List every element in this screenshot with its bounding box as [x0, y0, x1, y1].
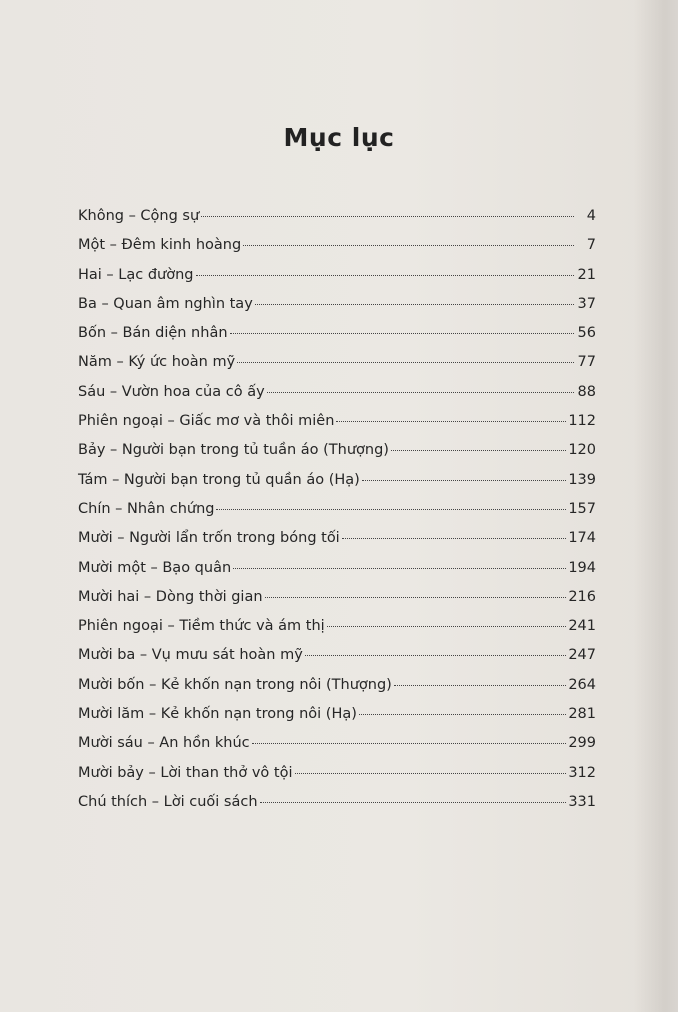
toc-entry	[78, 237, 596, 266]
toc-entry-page-number: 112	[568, 413, 596, 430]
dot-leader	[230, 333, 574, 334]
toc-entry	[78, 530, 596, 559]
dot-leader	[237, 362, 574, 363]
dot-leader	[196, 275, 575, 276]
dot-leader	[255, 304, 574, 305]
toc-entry-page-number: 21	[577, 266, 596, 283]
dot-leader	[394, 685, 566, 686]
toc-entry-label: Mười hai – Dòng thời gian	[78, 588, 263, 605]
toc-entry-page-number: 157	[568, 500, 596, 517]
toc-entry-page-number: 56	[577, 325, 596, 342]
toc-entry-label: Mười lăm – Kẻ khốn nạn trong nôi (Hạ)	[78, 706, 357, 723]
toc-entry-page-number: 241	[568, 618, 596, 635]
dot-leader	[260, 802, 567, 803]
toc-entry-page-number: 312	[568, 764, 596, 781]
dot-leader	[391, 450, 566, 451]
toc-entry-page-number: 4	[586, 208, 596, 224]
toc-entry-page-number: 174	[568, 530, 596, 547]
dot-leader	[233, 568, 566, 569]
toc-entry	[78, 325, 596, 354]
toc-entry-page-number: 299	[568, 735, 596, 752]
toc-entry-page-number: 216	[568, 588, 596, 605]
toc-entry-page-number: 331	[568, 793, 596, 810]
table-of-contents	[78, 208, 596, 823]
toc-entry-page-number: 77	[577, 354, 596, 371]
toc-entry	[78, 589, 596, 618]
dot-leader	[216, 509, 566, 510]
toc-entry	[78, 765, 596, 794]
dot-leader	[252, 743, 567, 744]
dot-leader	[362, 480, 567, 481]
toc-entry	[78, 354, 596, 383]
toc-entry-page-number: 120	[568, 442, 596, 459]
toc-entry-page-number: 7	[586, 237, 596, 254]
dot-leader	[359, 714, 566, 715]
dot-leader	[336, 421, 566, 422]
toc-entry-label: Chín – Nhân chứng	[78, 500, 215, 517]
toc-entry-label: Năm – Ký ức hoàn mỹ	[78, 354, 236, 371]
toc-entry	[78, 677, 596, 706]
toc-entry-page-number: 194	[568, 559, 596, 576]
toc-entry-label: Mười – Người lẩn trốn trong bóng tối	[78, 530, 340, 547]
dot-leader	[243, 245, 574, 246]
dot-leader	[305, 655, 567, 656]
toc-entry-label: Mười ba – Vụ mưu sát hoàn mỹ	[78, 647, 303, 664]
toc-entry	[78, 208, 596, 237]
toc-entry	[78, 618, 596, 647]
toc-entry-label: Sáu – Vườn hoa của cô ấy	[78, 383, 265, 400]
toc-entry	[78, 472, 596, 501]
toc-entry-label: Phiên ngoại – Giấc mơ và thôi miên	[78, 413, 335, 430]
dot-leader	[267, 392, 574, 393]
toc-entry-label: Tám – Người bạn trong tủ quần áo (Hạ)	[78, 471, 360, 488]
toc-entry	[78, 296, 596, 325]
dot-leader	[295, 773, 567, 774]
toc-entry	[78, 442, 596, 471]
toc-entry	[78, 267, 596, 296]
toc-entry	[78, 647, 596, 676]
dot-leader	[327, 626, 567, 627]
toc-entry-page-number: 264	[568, 676, 596, 693]
toc-entry-label: Hai – Lạc đường	[78, 266, 194, 283]
toc-entry	[78, 384, 596, 413]
dot-leader	[265, 597, 567, 598]
dot-leader	[342, 538, 567, 539]
toc-entry	[78, 560, 596, 589]
page-title: Mục lục	[283, 122, 395, 152]
toc-entry-label: Mười bảy – Lời than thở vô tội	[78, 764, 293, 781]
page-spine-shadow	[634, 0, 678, 1012]
toc-entry-label: Mười bốn – Kẻ khốn nạn trong nôi (Thượng)	[78, 676, 392, 693]
toc-entry	[78, 413, 596, 442]
toc-entry-page-number: 88	[577, 383, 596, 400]
toc-entry	[78, 501, 596, 530]
toc-entry-label: Ba – Quan âm nghìn tay	[78, 295, 253, 312]
toc-entry	[78, 735, 596, 764]
toc-entry	[78, 794, 596, 823]
toc-entry-label: Một – Đêm kinh hoàng	[78, 237, 242, 254]
toc-entry-label: Chú thích – Lời cuối sách	[78, 793, 258, 810]
toc-entry-page-number: 37	[577, 295, 596, 312]
toc-entry-label: Không – Cộng sự	[78, 208, 200, 224]
dot-leader	[201, 216, 574, 217]
toc-entry-label: Bốn – Bán diện nhân	[78, 325, 228, 342]
toc-entry-page-number: 281	[568, 706, 596, 723]
toc-entry-page-number: 139	[568, 471, 596, 488]
toc-entry-label: Bảy – Người bạn trong tủ tuần áo (Thượng)	[78, 442, 389, 459]
toc-entry	[78, 706, 596, 735]
toc-entry-label: Phiên ngoại – Tiềm thức và ám thị	[78, 618, 325, 635]
toc-entry-label: Mười sáu – An hồn khúc	[78, 735, 250, 752]
toc-entry-label: Mười một – Bạo quân	[78, 559, 232, 576]
toc-entry-page-number: 247	[568, 647, 596, 664]
